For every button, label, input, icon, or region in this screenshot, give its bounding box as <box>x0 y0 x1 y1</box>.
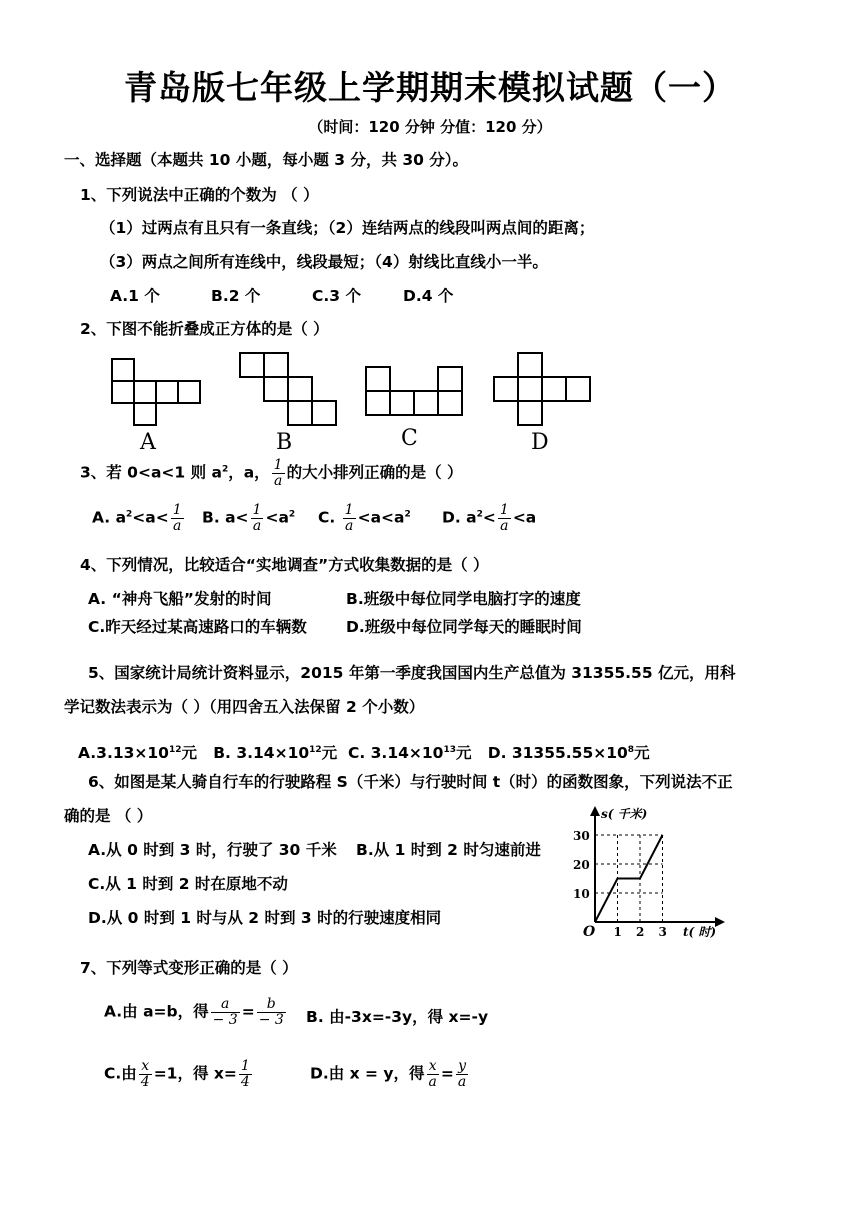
net-b <box>240 353 336 425</box>
q7-option-a: A.由 a=b，得 $\frac{a}{- 3}$ = $\frac{b}{- 3}$ <box>104 996 284 1028</box>
net-label-b: B <box>276 430 293 455</box>
y-tick-label-1: 10 <box>573 887 590 901</box>
net-d <box>494 353 590 425</box>
q5-options <box>78 741 650 763</box>
q7-stem: 7、下列等式变形正确的是（ ） <box>80 959 298 977</box>
y-axis-label: s( 千米) <box>601 807 648 821</box>
q6-option-b: B.从 1 时到 2 时匀速前进 <box>356 841 541 859</box>
q1-option-d: D.4 个 <box>403 287 454 305</box>
y-tick-label-3: 30 <box>573 829 590 843</box>
net-label-c: C <box>401 426 418 451</box>
q7-option-d: D.由 x = y，得 $\frac{x}{a}$ = $\frac{y}{a}$ <box>310 1058 467 1090</box>
x-axis-arrow <box>715 917 725 927</box>
q5-option-d: D. $31355.55\times 10^8$元 <box>487 744 650 762</box>
fraction-one-over-a: $\frac{1}{a}$ <box>273 457 283 489</box>
net-label-a: A <box>140 430 156 455</box>
q6-option-a: A.从 0 时到 3 时，行驶了 30 千米 <box>88 841 337 859</box>
section-heading: 一、选择题（本题共 10 小题，每小题 3 分，共 30 分）。 <box>64 151 469 169</box>
exam-meta: （时间：120 分钟 分值：120 分） <box>308 118 552 136</box>
q1-option-c: C.3 个 <box>312 287 361 305</box>
q5-option-c: C. $3.14\times 10^{13}$元 <box>347 744 472 762</box>
x-tick-label-1: 1 <box>613 925 622 939</box>
series-line <box>595 835 663 922</box>
q5-line-2: 学记数法表示为（ ）（用四舍五入法保留 2 个小数） <box>64 698 425 716</box>
q4-option-b: B.班级中每位同学电脑打字的速度 <box>346 590 581 608</box>
q7-option-c: C.由 $\frac{x}{4}$ =1，得 x= $\frac{1}{4}$ <box>104 1058 250 1090</box>
q3-option-a: A. $a^2<a<$ $\frac{1}{a}$ <box>92 502 182 534</box>
q7-option-b: B. 由-3x=-3y，得 x=-y <box>306 1008 489 1026</box>
x-axis-label: t( 时) <box>683 925 717 939</box>
q6-option-c: C.从 1 时到 2 时在原地不动 <box>88 875 288 893</box>
q6-line-1: 6、如图是某人骑自行车的行驶路程 S（千米）与行驶时间 t（时）的函数图象，下列说法不正 <box>88 773 733 791</box>
q1-option-b: B.2 个 <box>211 287 261 305</box>
chart-axes <box>590 806 725 927</box>
x-tick-label-2: 2 <box>636 925 645 939</box>
distance-time-chart <box>565 798 740 940</box>
q6-line-2: 确的是 （ ） <box>64 807 153 825</box>
net-a <box>112 359 200 425</box>
q5-option-b: B. $3.14\times 10^{12}$元 <box>213 744 338 762</box>
net-label-d: D <box>531 430 549 455</box>
q3-option-b: B. a< $\frac{1}{a}$ $<a^2$ <box>202 502 296 534</box>
y-axis-arrow <box>590 806 600 816</box>
q4-option-d: D.班级中每位同学每天的睡眠时间 <box>346 618 582 636</box>
q4-option-c: C.昨天经过某高速路口的车辆数 <box>88 618 307 636</box>
y-tick-label-2: 20 <box>573 858 590 872</box>
q1-stem: 1、下列说法中正确的个数为 （ ） <box>80 186 319 204</box>
q3-option-d: D. $a^2<$ $\frac{1}{a}$ <a <box>442 502 537 534</box>
q6-option-d: D.从 0 时到 1 时与从 2 时到 3 时的行驶速度相同 <box>88 909 442 927</box>
q4-stem: 4、下列情况，比较适合“实地调查”方式收集数据的是（ ） <box>80 556 489 574</box>
q1-option-a: A.1 个 <box>110 287 160 305</box>
q5-option-a: $A.3.13\times 10^{12}$元 <box>78 744 198 762</box>
origin-label: O <box>583 924 596 940</box>
q4-option-a: A. “神舟飞船”发射的时间 <box>88 590 272 608</box>
q3-stem: 3、若 0<a<1 则 $a^2$，a， $\frac{1}{a}$ 的大小排列正确的是（ ） <box>80 457 463 489</box>
q1-statement-1: （1）过两点有且只有一条直线；（2）连结两点的线段叫两点间的距离； <box>100 219 595 237</box>
x-tick-label-3: 3 <box>658 925 667 939</box>
q3-option-c: C. $\frac{1}{a}$ $<a<a^2$ <box>318 502 411 534</box>
cube-nets-figure <box>100 345 600 455</box>
q5-line-1: 5、国家统计局统计资料显示，2015 年第一季度我国国内生产总值为 31355.55 亿元，用科 <box>88 664 736 682</box>
net-c <box>366 367 462 415</box>
q2-stem: 2、下图不能折叠成正方体的是（ ） <box>80 320 329 338</box>
page-title: 青岛版七年级上学期期末模拟试题（一） <box>124 68 736 107</box>
q1-statement-2: （3）两点之间所有连线中，线段最短；（4）射线比直线小一半。 <box>100 253 548 271</box>
